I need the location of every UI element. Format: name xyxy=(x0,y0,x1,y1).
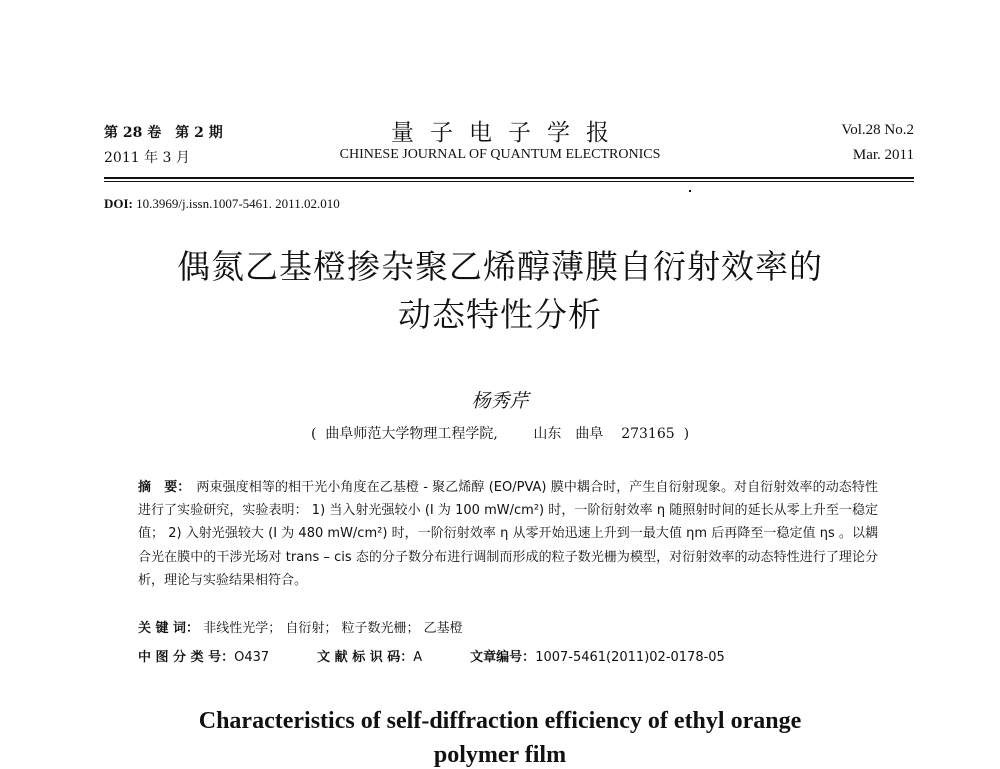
doc-code-value: A xyxy=(413,650,423,665)
doi-label: DOI: xyxy=(104,196,133,211)
affiliation xyxy=(0,423,1000,443)
journal-title-en: CHINESE JOURNAL OF QUANTUM ELECTRONICS xyxy=(339,147,661,162)
paper-title-line2: 动态特性分析 xyxy=(398,295,602,334)
keywords-value: 非线性光学； 自衍射； 粒子数光栅； 乙基橙 xyxy=(203,621,463,636)
doi-value[interactable]: 10.3969/j.issn.1007-5461. 2011.02.010 xyxy=(136,196,340,211)
stray-dot xyxy=(689,190,691,192)
keywords-label: 关 键 词： xyxy=(138,621,200,636)
abstract xyxy=(138,476,878,592)
header-rule-thin xyxy=(104,181,914,182)
journal-title-cn: 量子电子学报 xyxy=(391,120,625,146)
volume-issue-en: Vol.28 No.2 xyxy=(841,122,914,138)
affiliation-postcode: 273165 xyxy=(621,426,675,442)
classification-line xyxy=(138,646,725,665)
affiliation-close-paren: ) xyxy=(683,426,690,442)
article-number-label: 文章编号： xyxy=(470,650,536,665)
doi-line xyxy=(104,196,340,212)
clc-value: O437 xyxy=(234,650,270,665)
doc-code-label: 文 献 标 识 码： xyxy=(317,650,414,665)
affiliation-open-paren: ( xyxy=(310,426,317,442)
affiliation-location: 山东 曲阜 xyxy=(533,426,604,442)
date-cn: 2011 年 3 月 xyxy=(104,150,190,166)
english-title-line2: polymer film xyxy=(433,742,567,768)
paper-title-line1: 偶氮乙基橙掺杂聚乙烯醇薄膜自衍射效率的 xyxy=(177,247,823,286)
author-name: 杨秀芹 xyxy=(471,390,529,412)
keywords-line xyxy=(138,617,463,636)
english-title-line1: Characteristics of self-diffraction efficiency of ethyl orange xyxy=(198,708,802,734)
volume-issue-cn: 第 28 卷 第 2 期 xyxy=(104,125,223,141)
abstract-label: 摘 要： xyxy=(138,480,191,495)
article-number-value: 1007-5461(2011)02-0178-05 xyxy=(535,650,725,665)
abstract-text: 两束强度相等的相干光小角度在乙基橙 - 聚乙烯醇 (EO/PVA) 膜中耦合时，产生自衍射现象。对自衍射效率的动态特性进行了实验研究，实验表明： 1) 当入射光强较小 (I 为 100 mW/cm²) 时，一阶衍射效率 η 随照射时间的延长从零上升至一稳定值； 2) 入射光强较大 (I 为 480 mW/cm²) 时，一阶衍射效率 η 从零开始迅速上升到一最大值 ηm 后再降至一稳定值 ηs 。以耦合光在膜中的干涉光场对 trans – cis 态的分子数分布进行调制而形成的粒子数光栅为模型，对衍射效率的动态特性进行了理论分析，理论与实验结果相符合。 xyxy=(138,480,878,588)
date-en: Mar. 2011 xyxy=(852,147,914,163)
affiliation-institution: 曲阜师范大学物理工程学院, xyxy=(325,426,498,442)
header-rule-thick xyxy=(104,177,914,179)
clc-label: 中 图 分 类 号： xyxy=(138,650,235,665)
